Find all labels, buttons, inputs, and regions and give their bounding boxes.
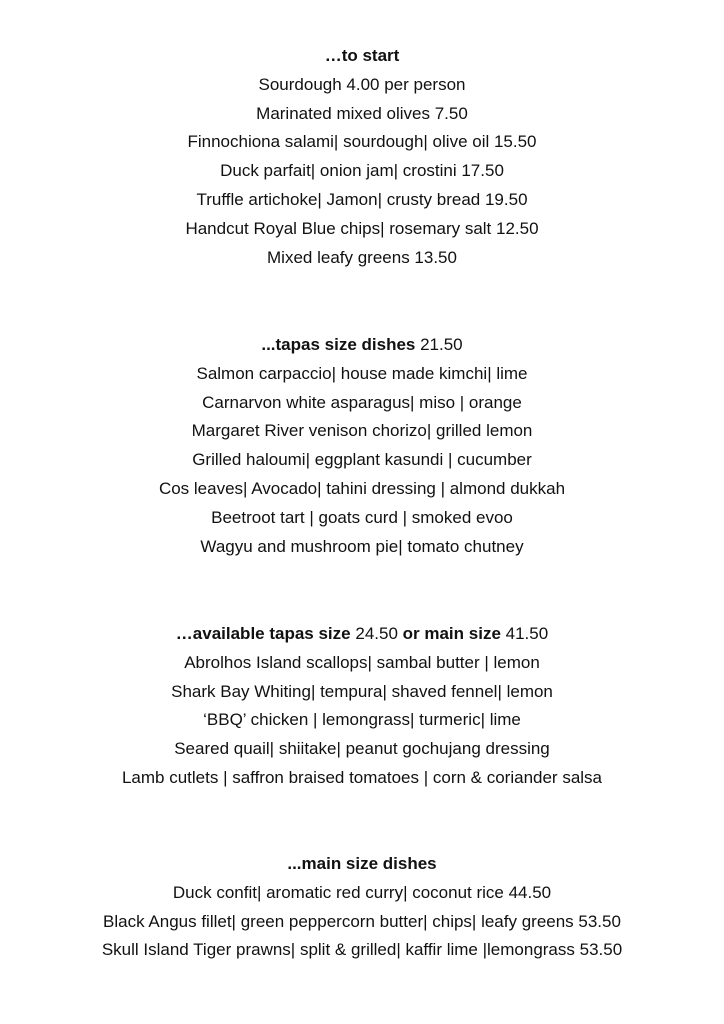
menu-item: Abrolhos Island scallops| sambal butter | lemon (184, 652, 540, 672)
menu-item: Sourdough 4.00 per person (258, 74, 466, 94)
section-price-main: 41.50 (505, 624, 549, 643)
menu-item: Lamb cutlets | saffron braised tomatoes | corn & coriander salsa (121, 767, 603, 787)
section-main (0, 850, 724, 965)
menu-item: Beetroot tart | goats curd | smoked evoo (211, 507, 513, 527)
menu-item: Duck parfait| onion jam| crostini 17.50 (220, 161, 504, 181)
menu-item: Salmon carpaccio| house made kimchi| lime (196, 363, 528, 383)
menu-item: Margaret River venison chorizo| grilled lemon (191, 421, 533, 441)
section-heading: …to start (324, 46, 400, 65)
section-tapas (0, 331, 724, 561)
section-available (0, 620, 724, 793)
menu-item: Wagyu and mushroom pie| tomato chutney (200, 536, 524, 556)
section-heading-label: ...tapas size dishes (261, 335, 416, 354)
section-heading (0, 331, 724, 360)
menu-item: Shark Bay Whiting| tempura| shaved fennel| lemon (171, 681, 553, 701)
menu-item: Grilled haloumi| eggplant kasundi | cucumber (192, 450, 532, 470)
menu-item: Mixed leafy greens 13.50 (267, 247, 457, 267)
menu-item: Duck confit| aromatic red curry| coconut rice 44.50 (172, 882, 552, 902)
menu-item: ‘BBQ’ chicken | lemongrass| turmeric| lime (203, 710, 521, 730)
section-heading-label-main: or main size (402, 624, 501, 643)
menu-item: Handcut Royal Blue chips| rosemary salt 12.50 (185, 218, 539, 238)
menu-item: Carnarvon white asparagus| miso | orange (202, 392, 522, 412)
section-to-start (0, 42, 724, 272)
menu-item: Skull Island Tiger prawns| split & grilled| kaffir lime |lemongrass 53.50 (101, 940, 623, 960)
menu-item: Seared quail| shiitake| peanut gochujang dressing (174, 739, 550, 759)
menu-item: Marinated mixed olives 7.50 (256, 103, 468, 123)
section-price: 21.50 (420, 335, 463, 354)
section-heading: ...main size dishes (287, 854, 437, 873)
menu-item: Cos leaves| Avocado| tahini dressing | almond dukkah (158, 478, 566, 498)
menu-item: Truffle artichoke| Jamon| crusty bread 19.50 (196, 189, 528, 209)
section-price-tapas: 24.50 (355, 624, 398, 643)
menu-item: Black Angus fillet| green peppercorn butter| chips| leafy greens 53.50 (103, 911, 621, 931)
section-heading-label-tapas: …available tapas size (175, 624, 351, 643)
menu-item: Finnochiona salami| sourdough| olive oil 15.50 (187, 132, 537, 152)
section-heading (0, 620, 724, 649)
